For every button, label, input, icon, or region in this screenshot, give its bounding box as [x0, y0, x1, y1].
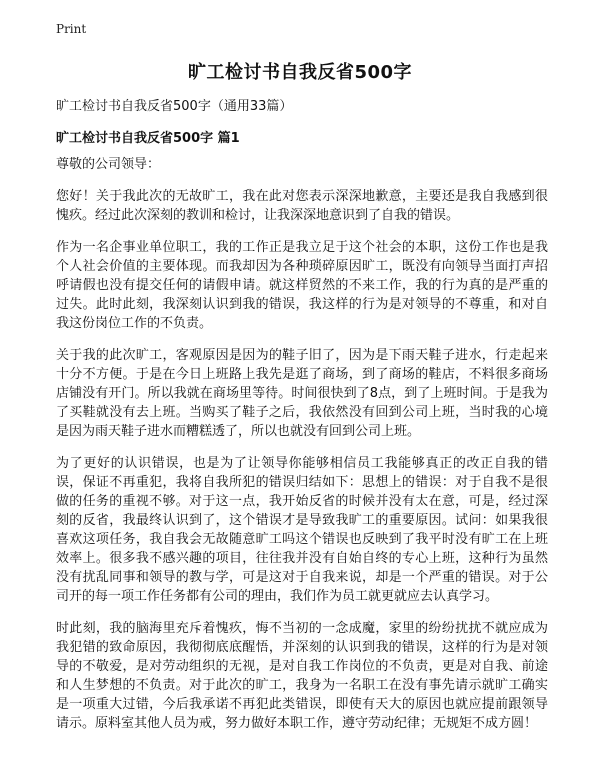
body-paragraph: 时此刻，我的脑海里充斥着愧疚，悔不当初的一念成魔，家里的纷纷扰扰不就应成为我犯错的致命原因，我彻彻底底醒悟，并深刻的认识到我的错误，这样的行为是对领导的不敬爱，是对劳动组织的无视，是对自我工作岗位的不负责，更是对自我、前途和人生梦想的不负责。对于此次的旷工，我身为一名职工在没有事先请示就旷工确实是一项重大过错，今后我承诺不再犯此类错误，即使有天大的原因也就应提前跟领导请示。原料室其他人员为戒，努力做好本职工作，遵守劳动纪律；无规矩不成方圆！	[56, 621, 548, 731]
document-subtitle: 旷工检讨书自我反省500字（通用33篇）	[56, 99, 293, 114]
print-link[interactable]: Print	[56, 22, 87, 36]
body-paragraph: 关于我的此次旷工，客观原因是因为的鞋子旧了，因为是下雨天鞋子进水，行走起来十分不方便。于是在今日上班路上我先是逛了商场，到了商场的鞋店，不料很多商场店铺没有开门。所以我就在商场里等待。时间很快到了8点，到了上班时间。于是我为了买鞋就没有去上班。当购买了鞋子之后，我依然没有回到公司上班，当时我的心境是因为雨天鞋子进水而糟糕透了，所以也就没有回到公司上班。	[56, 348, 548, 439]
body-paragraph: 您好！关于我此次的无故旷工，我在此对您表示深深地歉意，主要还是我自我感到很愧疚。经过此次深刻的教训和检讨，让我深深地意识到了自我的错误。	[56, 189, 548, 223]
body-paragraph: 作为一名企事业单位职工，我的工作正是我立足于这个社会的本职，这份工作也是我个人社会价值的主要体现。而我却因为各种琐碎原因旷工，既没有向领导当面打声招呼请假也没有提交任何的请假申请。就这样贸然的不来工作，我的行为真的是严重的过失。此时此刻，我深刻认识到我的错误，我这样的行为是对领导的不尊重，和对自我这份岗位工作的不负责。	[56, 240, 548, 331]
section-heading: 旷工检讨书自我反省500字 篇1	[56, 131, 240, 146]
document-body	[56, 155, 548, 746]
greeting: 尊敬的公司领导：	[56, 157, 161, 172]
body-paragraph: 为了更好的认识错误，也是为了让领导你能够相信员工我能够真正的改正自我的错误，保证不再重犯，我将自我所犯的错误归结如下：思想上的错误：对于自我不是很做的任务的重视不够。对于这一点，我开始反省的时候并没有太在意，可是，经过深刻的反省，我最终认识到了，这个错误才是导致我旷工的重要原因。试问：如果我很喜欢这项任务，我自我会无故随意旷工吗这个错误也反映到了我平时没有旷工在上班效率上。很多我不感兴趣的项目，往往我并没有自始自终的专心上班，这种行为虽然没有扰乱同事和领导的教与学，可是这对于自我来说，却是一个严重的错误。对于公司开的每一项工作任务都有公司的理由，我们作为员工就更就应去认真学习。	[56, 456, 548, 604]
document-title: 旷工检讨书自我反省500字	[187, 62, 413, 83]
